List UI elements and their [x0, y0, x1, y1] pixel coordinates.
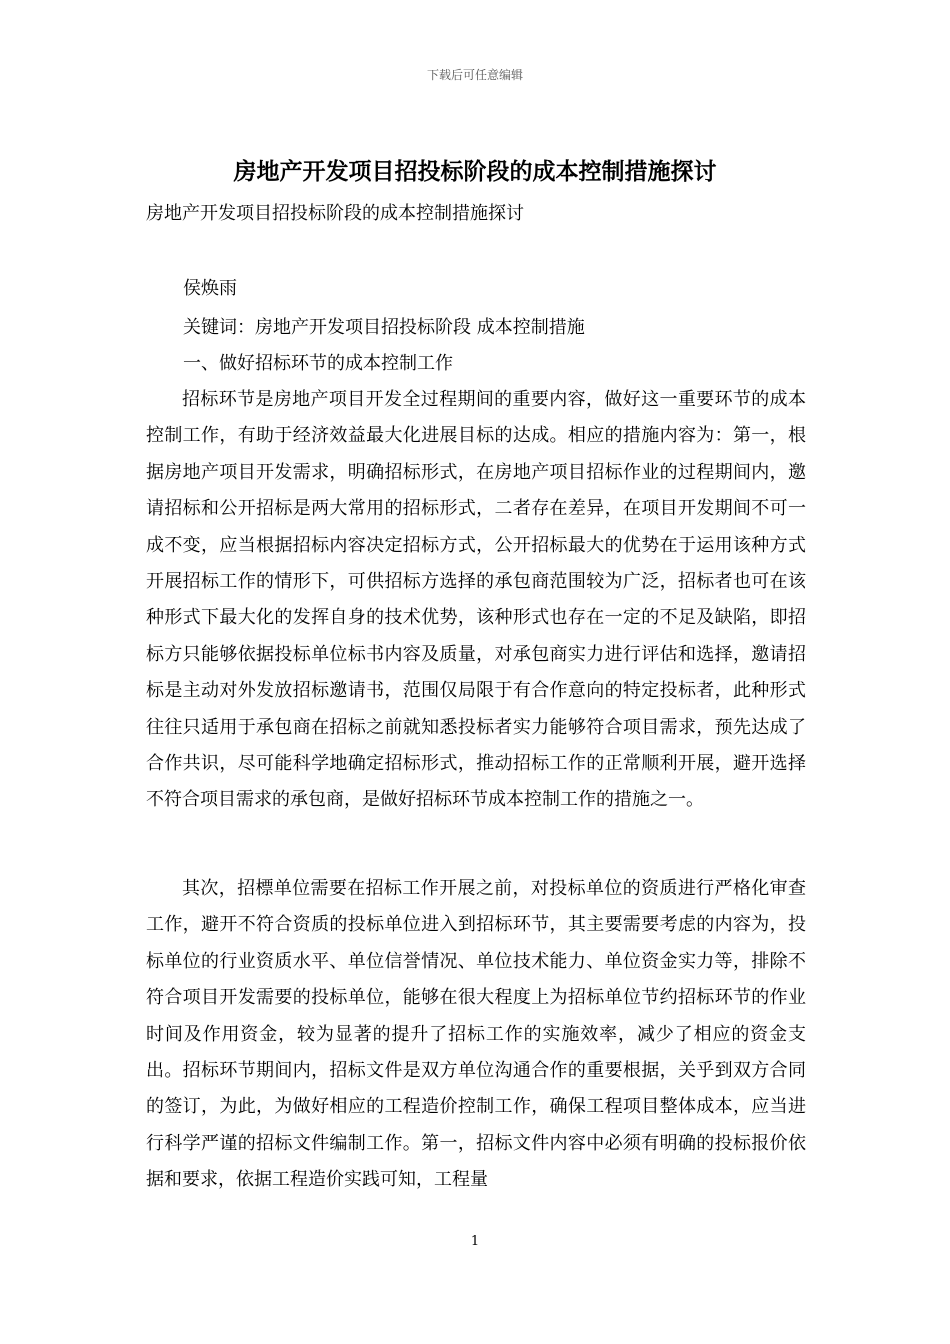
body-paragraph: 其次，招標单位需要在招标工作开展之前，对投标单位的资质进行严格化审查工作，避开不符合资质的投标单位进入到招标环节，其主要需要考虑的内容为，投标单位的行业资质水平、单位信誉情况、单位技术能力、单位资金实力等，排除不符合项目开发需要的投标单位，能够在很大程度上为招标单位节约招标环节的作业时间及作用资金，较为显著的提升了招标工作的实施效率，减少了相应的资金支出。招标环节期间内，招标文件是双方单位沟通合作的重要根据，关乎到双方合同的签订，为此，为做好相应的工程造价控制工作，确保工程项目整体成本，应当进行科学严谨的招标文件编制工作。第一，招标文件内容中必须有明确的投标报价依据和要求，依据工程造价实践可知，工程量: [146, 878, 806, 1191]
keywords-line: 关键词：房地产开发项目招投标阶段 成本控制措施: [183, 317, 585, 338]
body-paragraph: 招标环节是房地产项目开发全过程期间的重要内容，做好这一重要环节的成本控制工作，有助于经济效益最大化进展目标的达成。相应的措施内容为：第一，根据房地产项目开发需求，明确招标形式，在房地产项目招标作业的过程期间内，邀请招标和公开招标是两大常用的招标形式，二者存在差异，在项目开发期间不可一成不变，应当根据招标内容决定招标方式，公开招标最大的优势在于运用该种方式开展招标工作的情形下，可供招标方选择的承包商范围较为广泛，招标者也可在该种形式下最大化的发挥自身的技术优势，该种形式也存在一定的不足及缺陷，即招标方只能够依据投标单位标书内容及质量，对承包商实力进行评估和选择，邀请招标是主动对外发放招标邀请书，范围仅局限于有合作意向的特定投标者，此种形式往往只适用于承包商在招标之前就知悉投标者实力能够符合项目需求，预先达成了合作共识，尽可能科学地确定招标形式，推动招标工作的正常顺利开展，避开选择不符合项目需求的承包商，是做好招标环节成本控制工作的措施之一。: [146, 389, 806, 811]
section-heading: 一、做好招标环节的成本控制工作: [183, 353, 453, 374]
document-subtitle: 房地产开发项目招投标阶段的成本控制措施探讨: [146, 203, 524, 224]
page-number: 1: [470, 1234, 480, 1249]
author-name: 侯焕雨: [183, 278, 237, 299]
document-title: 房地产开发项目招投标阶段的成本控制措施探讨: [233, 158, 717, 185]
header-note: 下载后可任意编辑: [426, 68, 523, 82]
